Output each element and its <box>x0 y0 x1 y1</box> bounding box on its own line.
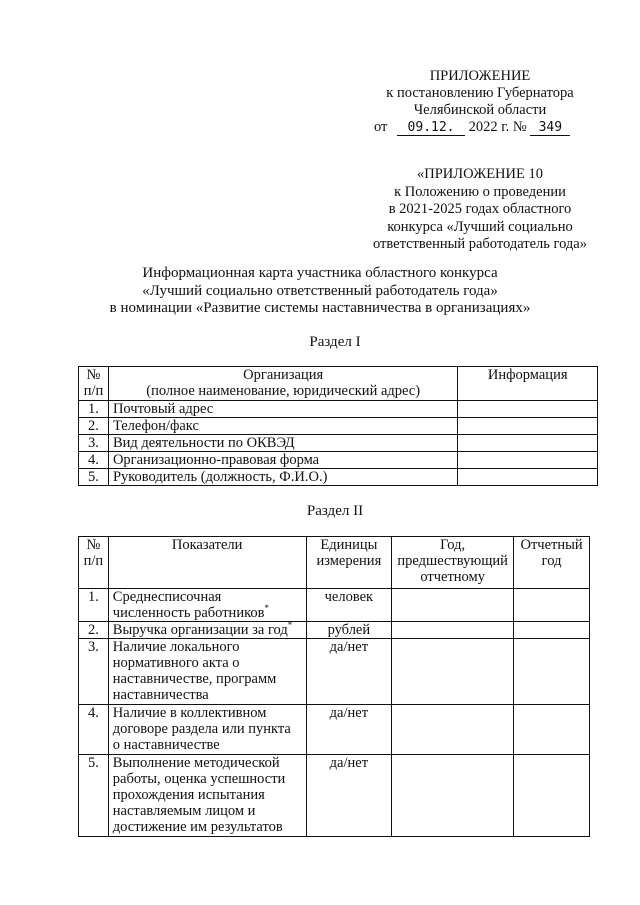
number-sign: № <box>512 119 527 135</box>
decree-number: 349 <box>530 120 570 136</box>
appendix-ref-line: к постановлению Губернатора <box>386 85 574 101</box>
table-row: 5. Руководитель (должность, Ф.И.О.) <box>79 469 598 486</box>
reporting-year-cell[interactable] <box>514 705 590 755</box>
appendix10-line5: ответственный работодатель года» <box>373 236 587 252</box>
previous-year-cell[interactable] <box>392 755 514 837</box>
reporting-year-cell[interactable] <box>514 589 590 622</box>
indicators-header: Показатели <box>108 537 306 589</box>
appendix-region-line: Челябинской области <box>413 102 547 118</box>
previous-year-cell[interactable] <box>392 705 514 755</box>
appendix10-header <box>360 166 600 254</box>
reporting-year-header: Отчетный год <box>514 537 590 589</box>
info-header: Информация <box>458 367 598 401</box>
document-title <box>40 265 600 318</box>
appendix-title: ПРИЛОЖЕНИЕ <box>429 68 531 84</box>
section2-heading: Раздел II <box>306 503 364 519</box>
section2-header-row <box>79 537 590 589</box>
info-cell[interactable] <box>458 469 598 486</box>
table-row: 2. Телефон/факс <box>79 418 598 435</box>
units-header: Единицы измерения <box>306 537 392 589</box>
previous-year-cell[interactable] <box>392 622 514 639</box>
info-cell[interactable] <box>458 435 598 452</box>
decree-year: 2022 г. <box>468 119 510 135</box>
table-row: 3. Вид деятельности по ОКВЭД <box>79 435 598 452</box>
table-row: 2. Выручка организации за год* рублей <box>79 622 590 639</box>
num-header: № п/п <box>79 537 109 589</box>
appendix10-line2: к Положению о проведении <box>394 183 566 200</box>
section2-table <box>78 536 590 837</box>
table-row: 5. Выполнение методической работы, оценка успешности прохождения испытания наставляемым лицом и достижение им результатов да/нет <box>79 755 590 837</box>
section1-heading: Раздел I <box>309 334 361 350</box>
num-header: № п/п <box>79 367 109 401</box>
footnote-mark: * <box>287 620 293 631</box>
appendix-date-line <box>360 119 600 136</box>
org-header: Организация (полное наименование, юридический адрес) <box>108 367 457 401</box>
title-line2: «Лучший социально ответственный работодатель года» <box>142 282 498 299</box>
previous-year-cell[interactable] <box>392 639 514 705</box>
table-row: 1. Почтовый адрес <box>79 401 598 418</box>
footnote-mark: * <box>264 603 269 614</box>
appendix10-line3: в 2021-2025 годах областного <box>388 201 572 217</box>
reporting-year-cell[interactable] <box>514 755 590 837</box>
info-cell[interactable] <box>458 418 598 435</box>
previous-year-cell[interactable] <box>392 589 514 622</box>
from-label: от <box>374 119 388 135</box>
appendix10-title: «ПРИЛОЖЕНИЕ 10 <box>417 166 543 182</box>
appendix-header <box>360 68 600 136</box>
reporting-year-cell[interactable] <box>514 639 590 705</box>
table-row: 3. Наличие локального нормативного акта о наставничестве, программ наставничества да/нет <box>79 639 590 705</box>
reporting-year-cell[interactable] <box>514 622 590 639</box>
previous-year-header: Год, предшествующий отчетному <box>392 537 514 589</box>
appendix10-line4: конкурса «Лучший социально <box>387 218 573 235</box>
info-cell[interactable] <box>458 452 598 469</box>
table-row: 4. Наличие в коллективном договоре раздела или пункта о наставничестве да/нет <box>79 705 590 755</box>
title-line3: в номинации «Развитие системы наставничества в организациях» <box>109 300 531 316</box>
decree-date: 09.12. <box>397 120 465 136</box>
table-row: 4. Организационно-правовая форма <box>79 452 598 469</box>
section1-table <box>78 366 598 486</box>
title-line1: Информационная карта участника областного конкурса <box>142 265 498 281</box>
info-cell[interactable] <box>458 401 598 418</box>
section1-header-row <box>79 367 598 401</box>
table-row: 1. Среднесписочная численность работников* человек <box>79 589 590 622</box>
